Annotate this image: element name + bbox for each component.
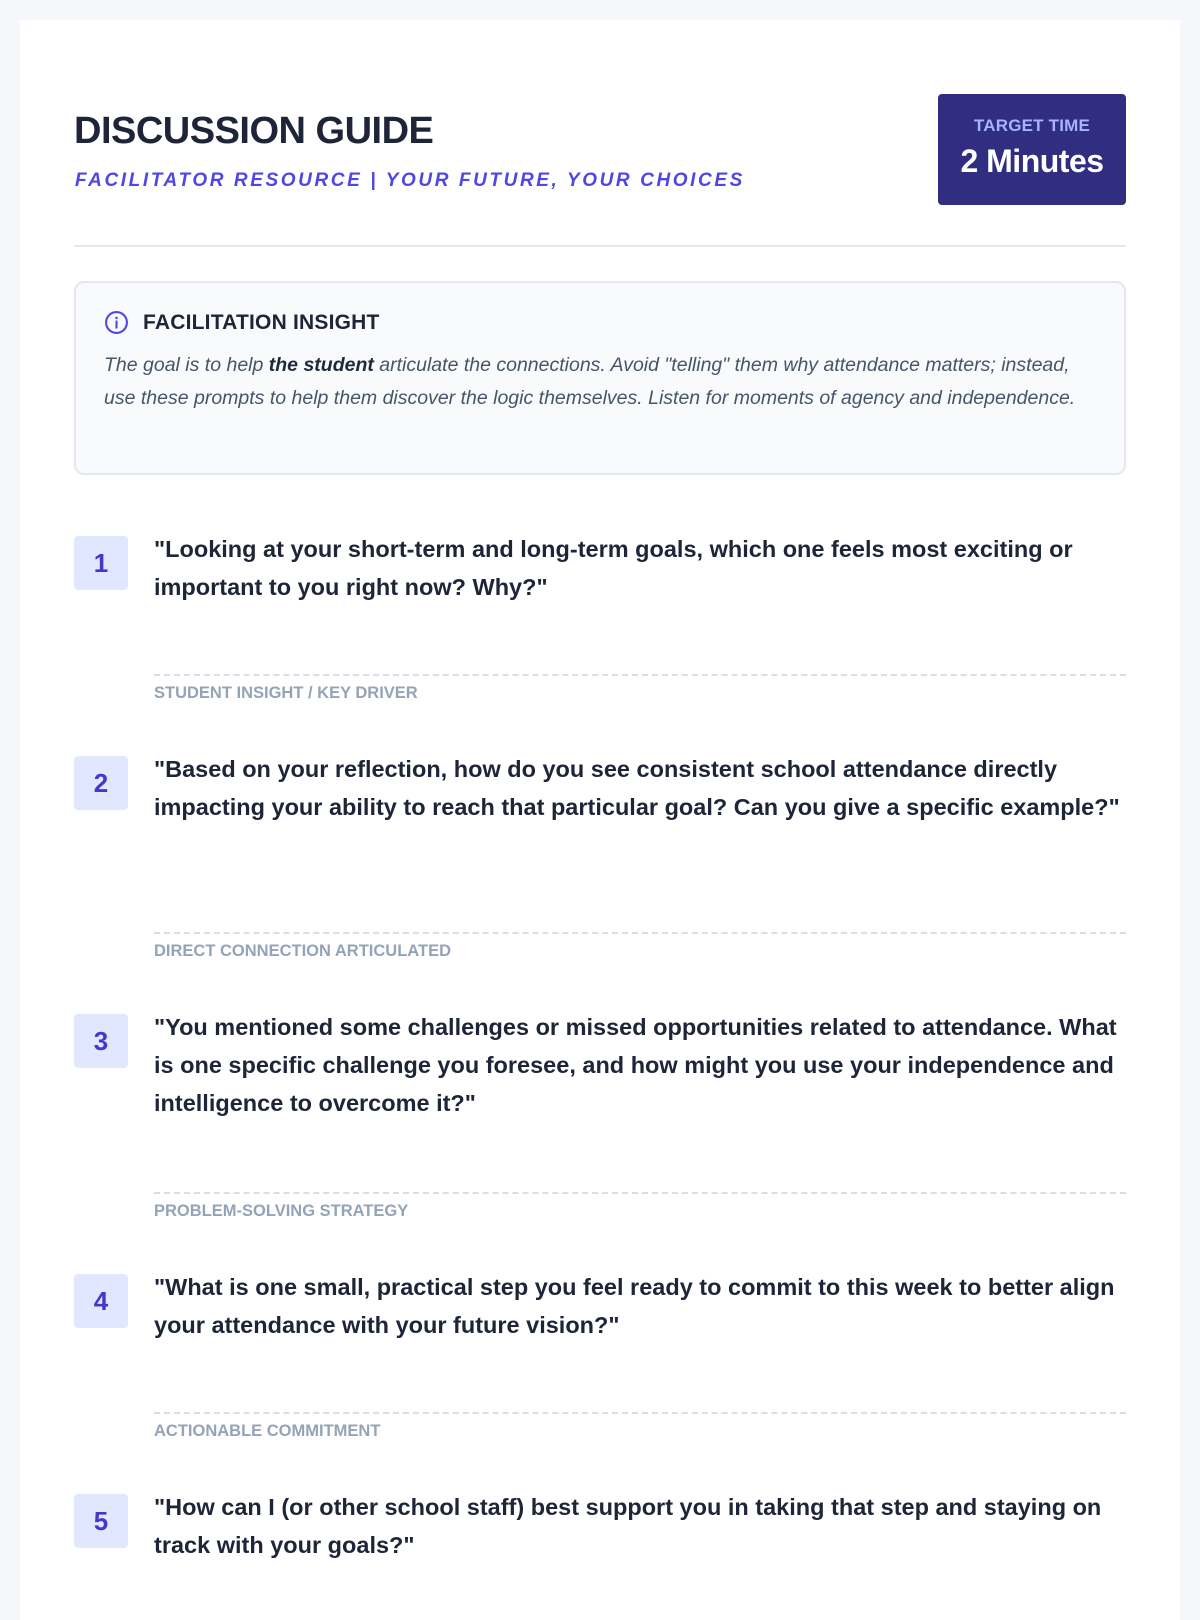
target-time-value: 2 Minutes — [960, 143, 1104, 179]
question-number-badge: 2 — [74, 756, 128, 810]
question-text: "How can I (or other school staff) best support you in taking that step and staying on track with your goals?" — [154, 1494, 1102, 1558]
notes-line — [154, 1192, 1126, 1220]
notes-label: PROBLEM-SOLVING STRATEGY — [154, 1202, 409, 1220]
facilitation-insight-box — [74, 281, 1126, 475]
info-icon — [104, 310, 129, 335]
notes-line — [154, 1412, 1126, 1440]
insight-title: FACILITATION INSIGHT — [143, 310, 380, 334]
target-time-box — [938, 94, 1126, 205]
header — [74, 74, 1126, 247]
question-text: "Based on your reflection, how do you see consistent school attendance directly impacting your ability to reach that particular goal? Can you give a specific example?" — [154, 756, 1120, 820]
question-number-badge: 5 — [74, 1494, 128, 1548]
insight-heading — [104, 310, 380, 335]
notes-label: DIRECT CONNECTION ARTICULATED — [154, 942, 451, 960]
discussion-guide-page — [20, 20, 1180, 1620]
notes-line — [154, 932, 1126, 960]
target-time-label: TARGET TIME — [973, 116, 1091, 135]
notes-label: STUDENT INSIGHT / KEY DRIVER — [154, 684, 418, 702]
insight-text-emphasis: the student — [268, 354, 374, 376]
insight-text — [104, 349, 1096, 415]
notes-label: ACTIONABLE COMMITMENT — [154, 1422, 381, 1440]
question-text: "You mentioned some challenges or missed opportunities related to attendance. What is one specific challenge you foresee, and how might you use your independence and intelligence to overcome it?" — [154, 1014, 1117, 1116]
question-number-badge: 1 — [74, 536, 128, 590]
question-number-badge: 3 — [74, 1014, 128, 1068]
page-subtitle: FACILITATOR RESOURCE | YOUR FUTURE, YOUR CHOICES — [75, 170, 745, 191]
insight-text-end: articulate the connections. Avoid "telling" them why attendance matters; instead, use these prompts to help them discover the logic themselves. Listen for moments of agency and independence. — [104, 354, 1076, 409]
question-text: "What is one small, practical step you feel ready to commit to this week to better align your attendance with your future vision?" — [154, 1274, 1115, 1338]
insight-text-start: The goal is to help — [104, 354, 269, 376]
question-text: "Looking at your short-term and long-term goals, which one feels most exciting or important to you right now? Why?" — [154, 536, 1073, 600]
notes-line — [154, 674, 1126, 702]
page-title: DISCUSSION GUIDE — [74, 110, 434, 152]
question-number-badge: 4 — [74, 1274, 128, 1328]
